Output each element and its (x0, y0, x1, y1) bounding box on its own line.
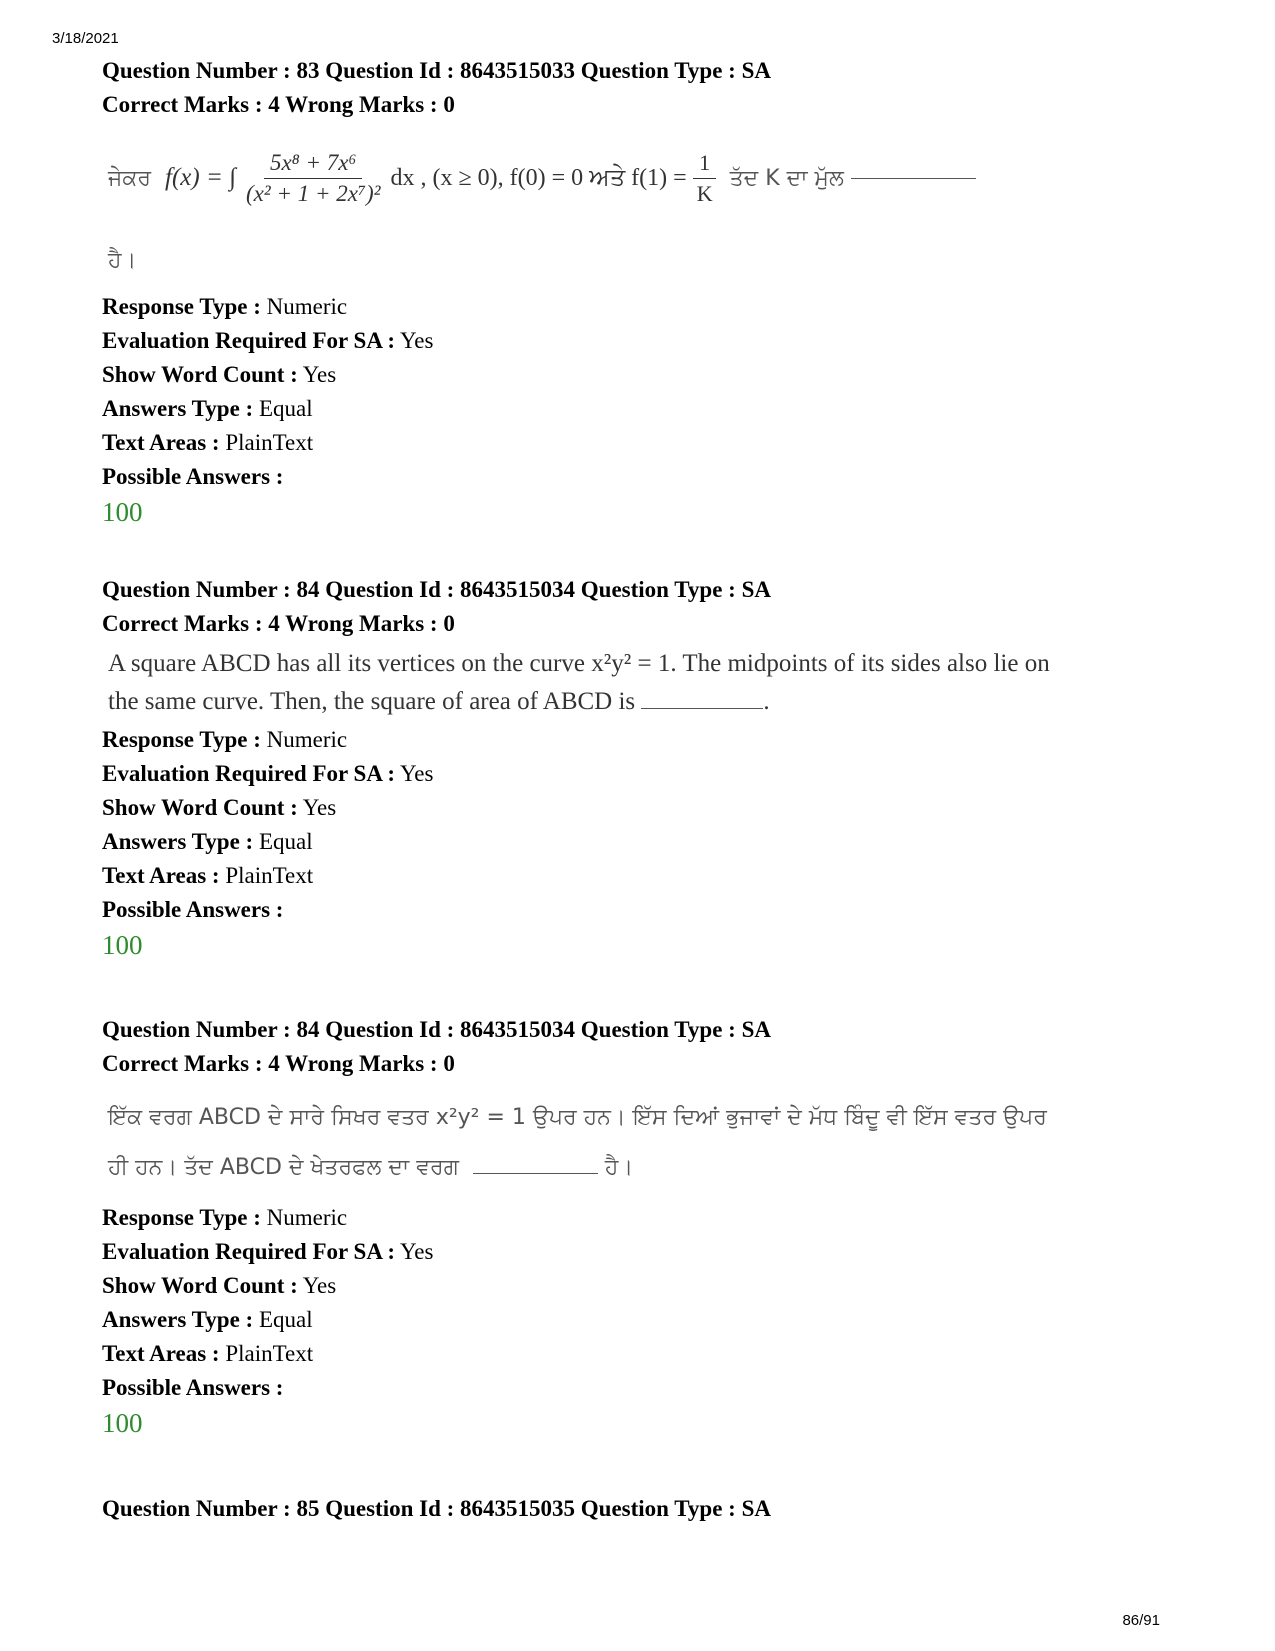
question-text (102, 645, 1202, 721)
answer-blank (851, 178, 976, 179)
integrand-numerator: 5x⁸ + 7x⁶ (264, 150, 362, 179)
question-text-line1: A square ABCD has all its vertices on the curve x²y² = 1. The midpoints of its sides also lie on (108, 650, 1050, 677)
function-def: f(x) = ∫ (165, 164, 236, 191)
question-85 (102, 1492, 1202, 1526)
question-text-line1: ਇੱਕ ਵਰਗ ABCD ਦੇ ਸਾਰੇ ਸਿਖਰ ਵਤਰ x²y² = 1 ਉਪਰ ਹਨ। ਇੱਸ ਦਿਆਂ ਭੁਜਾਵਾਂ ਦੇ ਮੱਧ ਬਿੰਦੂ ਵੀ ਇੱਸ ਵਤਰ ਉਪਰ (108, 1105, 1047, 1130)
word-count-row: Show Word Count : Yes (102, 795, 337, 820)
k-fraction (691, 150, 719, 207)
possible-answer-value: 100 (102, 1408, 143, 1438)
question-meta (102, 1201, 1202, 1441)
question-84-en (102, 573, 1202, 963)
question-text-line2-row: the same curve. Then, the square of area of ABCD is . (108, 688, 770, 715)
text-areas-row: Text Areas : PlainText (102, 430, 314, 455)
answers-type-row: Answers Type : Equal (102, 396, 313, 421)
question-marks: Correct Marks : 4 Wrong Marks : 0 (102, 611, 455, 636)
integrand-denominator: (x² + 1 + 2x⁷)² (245, 180, 381, 206)
answers-type-row: Answers Type : Equal (102, 829, 313, 854)
possible-answers-row: Possible Answers : (102, 464, 284, 489)
possible-answers-row: Possible Answers : (102, 1375, 284, 1400)
evaluation-row: Evaluation Required For SA : Yes (102, 761, 434, 786)
question-meta (102, 290, 1202, 530)
response-type-row: Response Type : Numeric (102, 1205, 348, 1230)
possible-answer-value: 100 (102, 497, 143, 527)
question-prefix: ਜੇਕਰ (108, 165, 152, 191)
question-meta (102, 723, 1202, 963)
answer-blank (473, 1173, 598, 1174)
text-areas-row: Text Areas : PlainText (102, 1341, 314, 1366)
question-84-pa (102, 1013, 1202, 1441)
question-heading: Question Number : 83 Question Id : 8643515033 Question Type : SA (102, 58, 771, 83)
evaluation-row: Evaluation Required For SA : Yes (102, 1239, 434, 1264)
question-text (102, 128, 1202, 228)
response-type-row: Response Type : Numeric (102, 294, 348, 319)
question-text-line2: ਹੀ ਹਨ। ਤੱਦ ABCD ਦੇ ਖੇਤਰਫਲ ਦਾ ਵਰਗ (108, 1155, 459, 1180)
question-heading: Question Number : 85 Question Id : 8643515035 Question Type : SA (102, 1496, 771, 1521)
question-heading: Question Number : 84 Question Id : 8643515034 Question Type : SA (102, 577, 771, 602)
question-text-line2: ਹੈ। (108, 248, 137, 273)
word-count-row: Show Word Count : Yes (102, 362, 337, 387)
integrand-fraction (240, 150, 387, 207)
question-suffix: ਤੱਦ K ਦਾ ਮੁੱਲ (729, 165, 844, 191)
question-text-line2: the same curve. Then, the square of area of ABCD is (108, 688, 636, 715)
question-text-line2-row (108, 1143, 1202, 1193)
k-fraction-numerator: 1 (693, 150, 716, 179)
integral-conditions: dx , (x ≥ 0), f(0) = 0 ਅਤੇ f(1) = (390, 164, 687, 191)
response-type-row: Response Type : Numeric (102, 727, 348, 752)
question-83 (102, 54, 1202, 530)
possible-answer-value: 100 (102, 930, 143, 960)
question-text (102, 1093, 1202, 1193)
print-date: 3/18/2021 (52, 30, 119, 47)
question-marks: Correct Marks : 4 Wrong Marks : 0 (102, 92, 455, 117)
page-number: 86/91 (1122, 1612, 1160, 1629)
possible-answers-row: Possible Answers : (102, 897, 284, 922)
question-text-line2-end: ਹੈ। (604, 1155, 634, 1180)
k-fraction-denominator: K (696, 180, 713, 206)
answer-blank (641, 708, 763, 709)
text-areas-row: Text Areas : PlainText (102, 863, 314, 888)
question-marks: Correct Marks : 4 Wrong Marks : 0 (102, 1051, 455, 1076)
word-count-row: Show Word Count : Yes (102, 1273, 337, 1298)
question-heading: Question Number : 84 Question Id : 8643515034 Question Type : SA (102, 1017, 771, 1042)
answers-type-row: Answers Type : Equal (102, 1307, 313, 1332)
evaluation-row: Evaluation Required For SA : Yes (102, 328, 434, 353)
